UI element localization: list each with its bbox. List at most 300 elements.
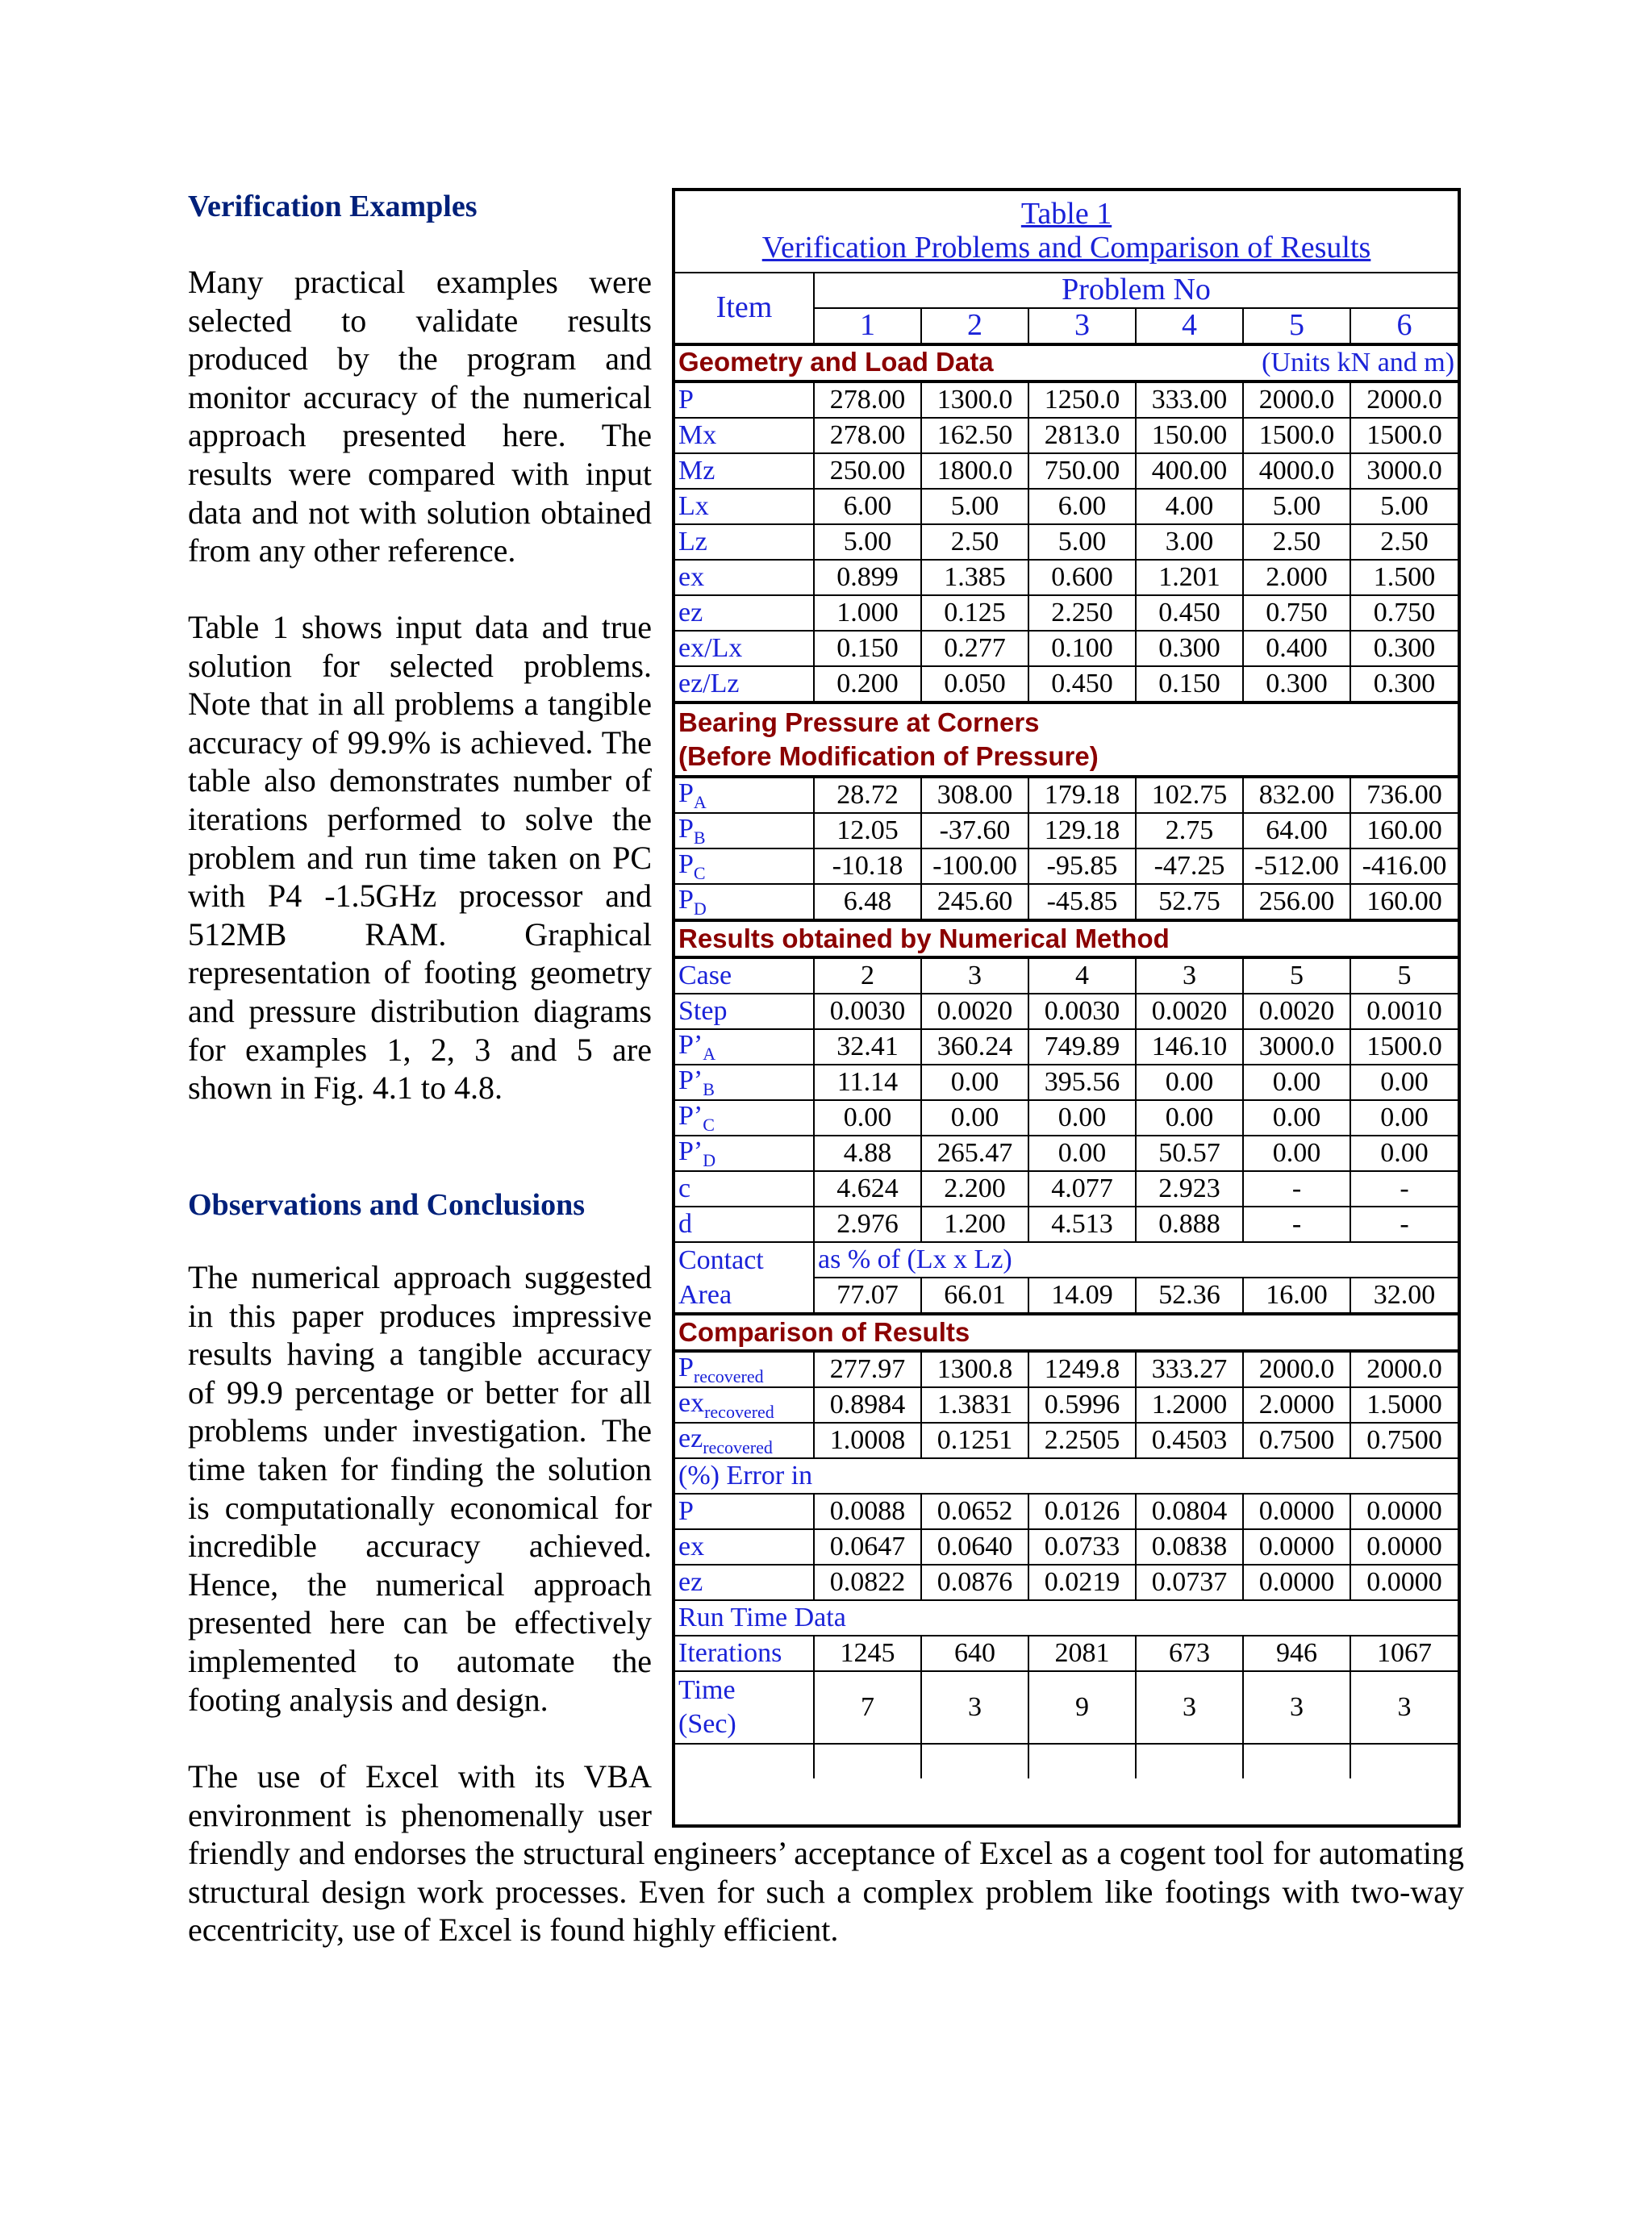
- value-cell: 0.0000: [1243, 1494, 1350, 1529]
- value-cell: 5: [1243, 957, 1350, 994]
- row-label: [675, 1207, 814, 1242]
- value-cell: 4.077: [1028, 1171, 1136, 1207]
- value-cell: 0.0000: [1350, 1565, 1458, 1600]
- value-cell: 5.00: [814, 524, 921, 560]
- value-cell: -95.85: [1028, 848, 1136, 884]
- row-label-text: P’: [678, 1101, 703, 1131]
- value-cell: 0.899: [814, 560, 921, 595]
- row-label: [675, 884, 814, 920]
- value-cell: 4.00: [1136, 489, 1243, 524]
- value-cell: -47.25: [1136, 848, 1243, 884]
- paragraph-excel-start: The use of Excel with its VBA environment is phenomenally user: [188, 1758, 652, 1833]
- table-row: [675, 1351, 1458, 1387]
- value-cell: -: [1243, 1207, 1350, 1242]
- value-cell: 0.200: [814, 666, 921, 703]
- row-label-subscript: D: [693, 898, 707, 919]
- table-row: [675, 1207, 1458, 1242]
- empty-cell: [1028, 1744, 1136, 1778]
- row-label: ex: [675, 1529, 814, 1565]
- paragraph-verification-intro: Many practical examples were selected to validate results produced by the program and monitor accuracy of the numerical approach presented here. The results were compared with input data and not with solution obtained from any other reference.: [188, 264, 652, 569]
- section-heading-observations: Observations and Conclusions: [188, 1188, 586, 1222]
- value-cell: 4: [1028, 957, 1136, 994]
- row-label-text: P: [678, 1353, 694, 1382]
- table-subtitle: Verification Problems and Comparison of Results: [761, 231, 1371, 265]
- value-cell: 0.00: [1028, 1136, 1136, 1171]
- value-cell: 102.75: [1136, 777, 1243, 813]
- value-cell: 1.200: [921, 1207, 1028, 1242]
- value-cell: 0.0804: [1136, 1494, 1243, 1529]
- value-cell: 0.300: [1350, 666, 1458, 703]
- row-label-subscript: A: [703, 1043, 716, 1064]
- value-cell: 2.976: [814, 1207, 921, 1242]
- row-label: [675, 848, 814, 884]
- value-cell: 2.250: [1028, 595, 1136, 631]
- row-label: P: [675, 1494, 814, 1529]
- value-cell: 0.300: [1243, 666, 1350, 703]
- row-label-text: P: [678, 885, 694, 915]
- value-cell: 0.7500: [1243, 1423, 1350, 1458]
- table-row: [675, 453, 1458, 489]
- value-cell: 3: [1136, 1671, 1243, 1744]
- value-cell: 2.923: [1136, 1171, 1243, 1207]
- item-header: Item: [675, 273, 814, 344]
- value-cell: 0.0020: [1243, 994, 1350, 1029]
- row-label: Lx: [675, 489, 814, 524]
- value-cell: 749.89: [1028, 1029, 1136, 1065]
- row-label: [675, 994, 814, 1029]
- time-row: [675, 1671, 1458, 1744]
- section-geometry-load-data: [675, 344, 1458, 381]
- value-cell: -100.00: [921, 848, 1028, 884]
- value-cell: 77.07: [814, 1278, 921, 1314]
- value-cell: 640: [921, 1636, 1028, 1671]
- value-cell: 2.50: [921, 524, 1028, 560]
- value-cell: 11.14: [814, 1065, 921, 1100]
- value-cell: 0.00: [921, 1065, 1028, 1100]
- row-label: Lz: [675, 524, 814, 560]
- row-label: ex/Lx: [675, 631, 814, 666]
- value-cell: 0.0030: [1028, 994, 1136, 1029]
- section-comparison: Comparison of Results: [675, 1314, 1458, 1351]
- value-cell: 1249.8: [1028, 1351, 1136, 1387]
- value-cell: 0.0876: [921, 1565, 1028, 1600]
- value-cell: 265.47: [921, 1136, 1028, 1171]
- value-cell: 750.00: [1028, 453, 1136, 489]
- table-row: [675, 777, 1458, 813]
- row-label-text: P’: [678, 1030, 703, 1060]
- value-cell: 2081: [1028, 1636, 1136, 1671]
- value-cell: 5.00: [921, 489, 1028, 524]
- iterations-label: Iterations: [675, 1636, 814, 1671]
- units-note: (Units kN and m): [1262, 348, 1455, 378]
- value-cell: 0.0000: [1350, 1529, 1458, 1565]
- value-cell: 2.200: [921, 1171, 1028, 1207]
- problem-number-header: 5: [1243, 308, 1350, 344]
- table-row: [675, 560, 1458, 595]
- row-label-text: P: [678, 778, 694, 808]
- row-label: [675, 1029, 814, 1065]
- value-cell: 278.00: [814, 418, 921, 453]
- value-cell: 0.00: [1243, 1100, 1350, 1136]
- value-cell: 52.75: [1136, 884, 1243, 920]
- error-label-row: [675, 1458, 1458, 1494]
- contact-label: Contact: [675, 1242, 814, 1278]
- value-cell: 0.00: [1350, 1100, 1458, 1136]
- row-label-subscript: recovered: [693, 1365, 764, 1386]
- table-row: [675, 418, 1458, 453]
- row-label: [675, 1171, 814, 1207]
- value-cell: 673: [1136, 1636, 1243, 1671]
- value-cell: 0.0000: [1243, 1529, 1350, 1565]
- value-cell: 3: [921, 1671, 1028, 1744]
- value-cell: 32.41: [814, 1029, 921, 1065]
- value-cell: 4.88: [814, 1136, 921, 1171]
- value-cell: 1.385: [921, 560, 1028, 595]
- value-cell: 4000.0: [1243, 453, 1350, 489]
- value-cell: 0.125: [921, 595, 1028, 631]
- value-cell: 2.2505: [1028, 1423, 1136, 1458]
- empty-cell: [1350, 1744, 1458, 1778]
- row-label-text: P: [678, 814, 694, 844]
- empty-cell: [675, 1744, 814, 1778]
- section-bearing-pressure: [675, 703, 1458, 777]
- paragraph-excel-continued: friendly and endorses the structural engineers’ acceptance of Excel as a cogent tool for automating structural design work processes. Even for such a complex problem like footings with two-way eccentricity, use of Excel is found highly efficient.: [188, 1835, 1464, 1949]
- problem-number-header: 1: [814, 308, 921, 344]
- value-cell: 1500.0: [1350, 418, 1458, 453]
- value-cell: 2000.0: [1243, 1351, 1350, 1387]
- row-label: [675, 1351, 814, 1387]
- table-row: [675, 1529, 1458, 1565]
- row-label: ez: [675, 595, 814, 631]
- row-label: [675, 957, 814, 994]
- value-cell: 162.50: [921, 418, 1028, 453]
- value-cell: -416.00: [1350, 848, 1458, 884]
- value-cell: 9: [1028, 1671, 1136, 1744]
- value-cell: 832.00: [1243, 777, 1350, 813]
- table-caption-row: [675, 191, 1458, 273]
- value-cell: 3.00: [1136, 524, 1243, 560]
- value-cell: 308.00: [921, 777, 1028, 813]
- section-title: Geometry and Load Data: [678, 347, 994, 377]
- time-label-line1: Time: [678, 1675, 736, 1705]
- error-in-label: (%) Error in: [675, 1458, 1458, 1494]
- value-cell: 0.450: [1028, 666, 1136, 703]
- value-cell: 1250.0: [1028, 381, 1136, 418]
- problem-no-header: Problem No: [814, 273, 1458, 308]
- table-row: [675, 1029, 1458, 1065]
- table-row: [675, 957, 1458, 994]
- value-cell: 150.00: [1136, 418, 1243, 453]
- value-cell: 66.01: [921, 1278, 1028, 1314]
- value-cell: 0.450: [1136, 595, 1243, 631]
- row-label: ez/Lz: [675, 666, 814, 703]
- value-cell: 400.00: [1136, 453, 1243, 489]
- value-cell: 3000.0: [1243, 1029, 1350, 1065]
- value-cell: 28.72: [814, 777, 921, 813]
- value-cell: 5.00: [1028, 524, 1136, 560]
- empty-row: [675, 1744, 1458, 1778]
- value-cell: 0.150: [1136, 666, 1243, 703]
- value-cell: 2.50: [1350, 524, 1458, 560]
- value-cell: 0.00: [921, 1100, 1028, 1136]
- row-label-text: ez: [678, 1424, 703, 1453]
- value-cell: -: [1350, 1171, 1458, 1207]
- value-cell: 0.0640: [921, 1529, 1028, 1565]
- value-cell: 2.0000: [1243, 1387, 1350, 1423]
- table-row: [675, 595, 1458, 631]
- table-row: [675, 631, 1458, 666]
- row-label: [675, 777, 814, 813]
- value-cell: 0.0737: [1136, 1565, 1243, 1600]
- value-cell: 16.00: [1243, 1278, 1350, 1314]
- value-cell: -10.18: [814, 848, 921, 884]
- time-label-line2: (Sec): [678, 1709, 736, 1739]
- verification-results-table: [675, 191, 1458, 1778]
- value-cell: 0.00: [1350, 1136, 1458, 1171]
- runtime-label-row: [675, 1600, 1458, 1636]
- value-cell: 4.624: [814, 1171, 921, 1207]
- row-label-text: c: [678, 1174, 691, 1204]
- table-row: [675, 1494, 1458, 1529]
- value-cell: 1067: [1350, 1636, 1458, 1671]
- row-label: P: [675, 381, 814, 418]
- row-label: Mz: [675, 453, 814, 489]
- value-cell: 0.00: [814, 1100, 921, 1136]
- table-row: [675, 1171, 1458, 1207]
- value-cell: 0.4503: [1136, 1423, 1243, 1458]
- row-label-subscript: recovered: [704, 1401, 774, 1422]
- value-cell: 0.00: [1243, 1136, 1350, 1171]
- table-row: [675, 666, 1458, 703]
- row-label-subscript: A: [693, 791, 707, 812]
- row-label: [675, 813, 814, 848]
- problem-number-header: 4: [1136, 308, 1243, 344]
- row-label-subscript: B: [703, 1078, 715, 1099]
- contact-area-row-1: [675, 1242, 1458, 1278]
- value-cell: 278.00: [814, 381, 921, 418]
- value-cell: 2.75: [1136, 813, 1243, 848]
- value-cell: 0.7500: [1350, 1423, 1458, 1458]
- row-label-text: P’: [678, 1065, 703, 1095]
- table-row: [675, 813, 1458, 848]
- value-cell: 0.050: [921, 666, 1028, 703]
- row-label: ex: [675, 560, 814, 595]
- table-row: [675, 848, 1458, 884]
- value-cell: 2813.0: [1028, 418, 1136, 453]
- row-label: [675, 1065, 814, 1100]
- value-cell: 0.8984: [814, 1387, 921, 1423]
- value-cell: 14.09: [1028, 1278, 1136, 1314]
- paragraph-table-description: Table 1 shows input data and true solution for selected problems. Note that in all problems a tangible accuracy of 99.9% is achieved. The table also demonstrates number of iterations performed to solve the problem and run time taken on PC with P4 -1.5GHz processor and 512MB RAM. Graphical representation of footing geometry and pressure distribution diagrams for examples 1, 2, 3 and 5 are shown in Fig. 4.1 to 4.8.: [188, 609, 652, 1107]
- value-cell: 2.50: [1243, 524, 1350, 560]
- value-cell: 7: [814, 1671, 921, 1744]
- table-title: Table 1: [1020, 197, 1112, 231]
- value-cell: 0.00: [1243, 1065, 1350, 1100]
- row-label-text: P: [678, 849, 694, 879]
- value-cell: 129.18: [1028, 813, 1136, 848]
- value-cell: 946: [1243, 1636, 1350, 1671]
- value-cell: 3000.0: [1350, 453, 1458, 489]
- value-cell: 3: [1350, 1671, 1458, 1744]
- value-cell: 0.0126: [1028, 1494, 1136, 1529]
- value-cell: 1.5000: [1350, 1387, 1458, 1423]
- table-row: [675, 1100, 1458, 1136]
- value-cell: 0.277: [921, 631, 1028, 666]
- value-cell: 2.000: [1243, 560, 1350, 595]
- empty-cell: [1136, 1744, 1243, 1778]
- value-cell: 52.36: [1136, 1278, 1243, 1314]
- row-label-subscript: D: [703, 1149, 716, 1170]
- value-cell: 0.0822: [814, 1565, 921, 1600]
- value-cell: 360.24: [921, 1029, 1028, 1065]
- value-cell: 32.00: [1350, 1278, 1458, 1314]
- value-cell: 5: [1350, 957, 1458, 994]
- value-cell: 12.05: [814, 813, 921, 848]
- value-cell: 0.150: [814, 631, 921, 666]
- row-label: [675, 1423, 814, 1458]
- value-cell: 245.60: [921, 884, 1028, 920]
- value-cell: 0.00: [1350, 1065, 1458, 1100]
- run-time-label: Run Time Data: [675, 1600, 1458, 1636]
- value-cell: 0.600: [1028, 560, 1136, 595]
- value-cell: 333.27: [1136, 1351, 1243, 1387]
- value-cell: 0.0088: [814, 1494, 921, 1529]
- value-cell: 50.57: [1136, 1136, 1243, 1171]
- section-title: Bearing Pressure at Corners: [678, 707, 1040, 737]
- value-cell: 6.48: [814, 884, 921, 920]
- value-cell: 3: [1243, 1671, 1350, 1744]
- value-cell: 1.000: [814, 595, 921, 631]
- table-row: [675, 381, 1458, 418]
- value-cell: -: [1350, 1207, 1458, 1242]
- row-label: ez: [675, 1565, 814, 1600]
- paragraph-conclusions: The numerical approach suggested in this paper produces impressive results having a tangible accuracy of 99.9 percentage or better for all problems under investigation. The time taken for finding the solution is computationally economical for incredible accuracy achieved. Hence, the numerical approach presented here can be effectively implemented to automate the footing analysis and design.: [188, 1259, 652, 1718]
- value-cell: 2000.0: [1243, 381, 1350, 418]
- value-cell: 0.00: [1136, 1100, 1243, 1136]
- empty-cell: [1243, 1744, 1350, 1778]
- value-cell: 6.00: [1028, 489, 1136, 524]
- table-row: [675, 1565, 1458, 1600]
- row-label: [675, 1100, 814, 1136]
- value-cell: 2000.0: [1350, 381, 1458, 418]
- value-cell: 256.00: [1243, 884, 1350, 920]
- value-cell: 3: [1136, 957, 1243, 994]
- value-cell: 0.1251: [921, 1423, 1028, 1458]
- value-cell: 0.0733: [1028, 1529, 1136, 1565]
- table-row: [675, 1423, 1458, 1458]
- value-cell: 0.0219: [1028, 1565, 1136, 1600]
- value-cell: 6.00: [814, 489, 921, 524]
- empty-cell: [921, 1744, 1028, 1778]
- value-cell: 1.500: [1350, 560, 1458, 595]
- value-cell: 0.100: [1028, 631, 1136, 666]
- row-label-text: Case: [678, 961, 732, 991]
- value-cell: 0.0838: [1136, 1529, 1243, 1565]
- value-cell: 160.00: [1350, 813, 1458, 848]
- contact-note: as % of (Lx x Lz): [814, 1242, 1458, 1278]
- time-label: [675, 1671, 814, 1744]
- results-table-container: [672, 188, 1461, 1828]
- value-cell: 0.400: [1243, 631, 1350, 666]
- section-row-numerical: [675, 920, 1458, 957]
- row-label-subscript: B: [693, 827, 706, 848]
- section-row-geometry: [675, 344, 1458, 381]
- table-header-row-1: [675, 273, 1458, 308]
- value-cell: 0.888: [1136, 1207, 1243, 1242]
- value-cell: -45.85: [1028, 884, 1136, 920]
- value-cell: 0.0010: [1350, 994, 1458, 1029]
- value-cell: 0.750: [1243, 595, 1350, 631]
- row-label-text: ex: [678, 1388, 705, 1418]
- value-cell: 250.00: [814, 453, 921, 489]
- value-cell: 1300.0: [921, 381, 1028, 418]
- value-cell: 0.0000: [1350, 1494, 1458, 1529]
- row-label: [675, 1136, 814, 1171]
- value-cell: 0.00: [1028, 1100, 1136, 1136]
- empty-cell: [814, 1744, 921, 1778]
- value-cell: 1.0008: [814, 1423, 921, 1458]
- value-cell: 395.56: [1028, 1065, 1136, 1100]
- table-row: [675, 1065, 1458, 1100]
- value-cell: -512.00: [1243, 848, 1350, 884]
- value-cell: -: [1243, 1171, 1350, 1207]
- value-cell: 0.0020: [921, 994, 1028, 1029]
- problem-number-header: 3: [1028, 308, 1136, 344]
- iterations-row: [675, 1636, 1458, 1671]
- row-label: Mx: [675, 418, 814, 453]
- value-cell: 0.300: [1136, 631, 1243, 666]
- value-cell: 0.5996: [1028, 1387, 1136, 1423]
- contact-area-row-2: [675, 1278, 1458, 1314]
- value-cell: 2000.0: [1350, 1351, 1458, 1387]
- area-label: Area: [675, 1278, 814, 1314]
- value-cell: 4.513: [1028, 1207, 1136, 1242]
- table-row: [675, 884, 1458, 920]
- table-row: [675, 994, 1458, 1029]
- value-cell: 1.2000: [1136, 1387, 1243, 1423]
- value-cell: 0.0647: [814, 1529, 921, 1565]
- row-label-subscript: C: [703, 1114, 715, 1135]
- table-row: [675, 489, 1458, 524]
- problem-number-header: 2: [921, 308, 1028, 344]
- section-subtitle: (Before Modification of Pressure): [678, 741, 1099, 771]
- value-cell: 64.00: [1243, 813, 1350, 848]
- value-cell: 1245: [814, 1636, 921, 1671]
- row-label-text: Step: [678, 996, 728, 1027]
- row-label-text: d: [678, 1209, 692, 1240]
- value-cell: 1500.0: [1350, 1029, 1458, 1065]
- value-cell: 179.18: [1028, 777, 1136, 813]
- row-label-text: P’: [678, 1136, 703, 1166]
- value-cell: 1.201: [1136, 560, 1243, 595]
- table-row: [675, 524, 1458, 560]
- row-label: [675, 1387, 814, 1423]
- section-numerical-results: Results obtained by Numerical Method: [675, 920, 1458, 957]
- value-cell: 1800.0: [921, 453, 1028, 489]
- value-cell: 5.00: [1350, 489, 1458, 524]
- section-row-comparison: [675, 1314, 1458, 1351]
- value-cell: 0.00: [1136, 1065, 1243, 1100]
- table-body: [675, 191, 1458, 1778]
- problem-number-header: 6: [1350, 308, 1458, 344]
- row-label-subscript: C: [693, 862, 706, 883]
- value-cell: 2: [814, 957, 921, 994]
- table-row: [675, 1387, 1458, 1423]
- value-cell: -37.60: [921, 813, 1028, 848]
- table-row: [675, 1136, 1458, 1171]
- value-cell: 0.0652: [921, 1494, 1028, 1529]
- value-cell: 3: [921, 957, 1028, 994]
